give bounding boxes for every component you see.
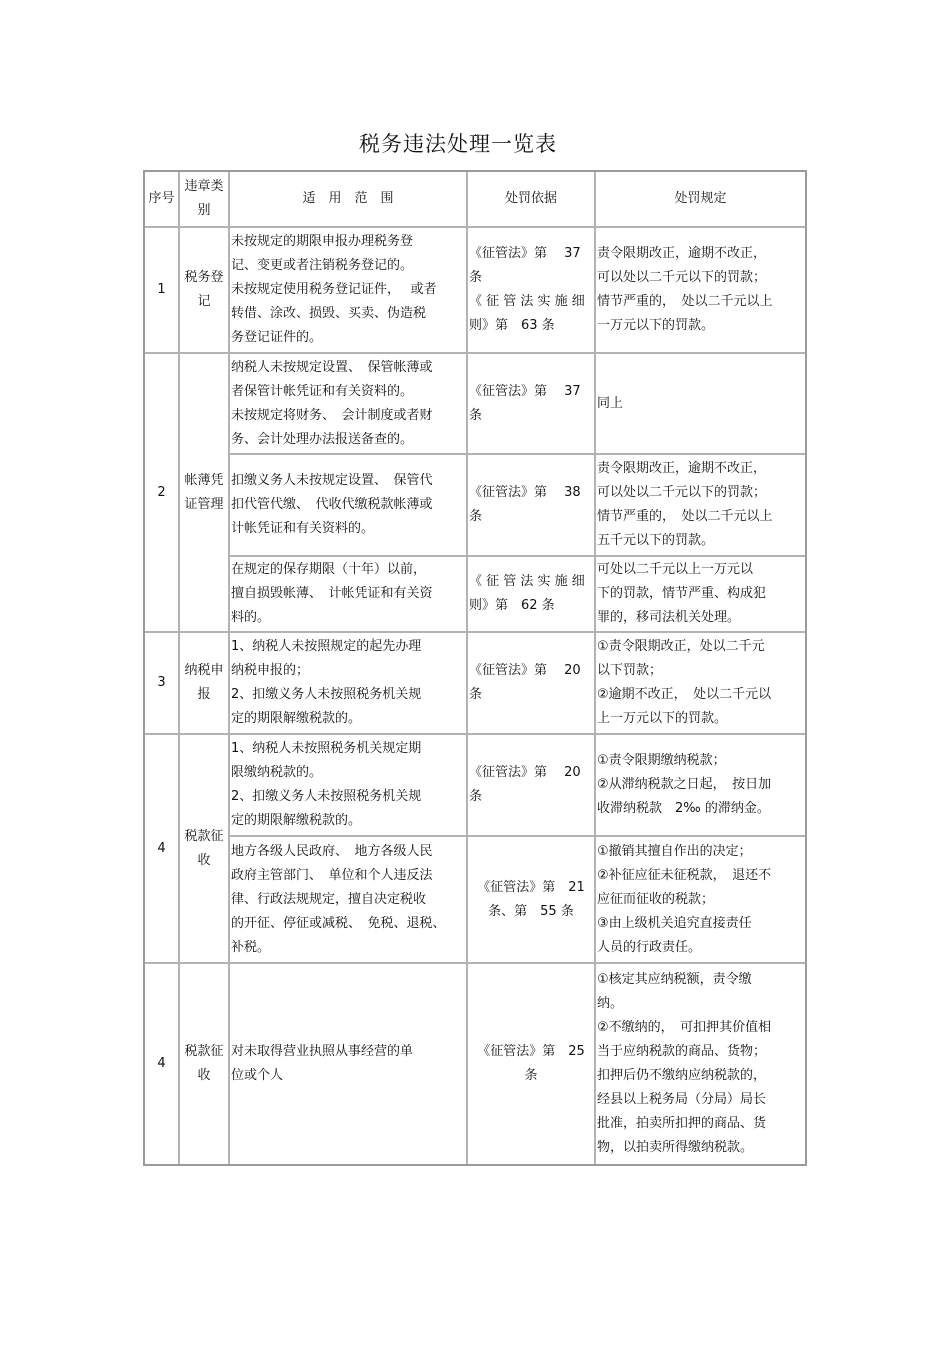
row-rule: ①责令限期缴纳税款； ②从滞纳税款之日起， 按日加 收滞纳税款 2‰ 的滞纳金。 <box>596 735 805 837</box>
row-rule: 同上 <box>596 354 805 455</box>
row-category: 帐薄凭 证管理 <box>180 354 230 633</box>
row-category: 纳税申 报 <box>180 633 230 735</box>
row-scope: 1、纳税人未按照规定的起先办理 纳税申报的； 2、扣缴义务人未按照税务机关规 定的期限解缴税款的。 <box>230 633 468 735</box>
page-title: 税务违法处理一览表 <box>359 132 557 156</box>
table-row <box>145 964 805 1164</box>
table-row <box>145 735 805 837</box>
table-row <box>145 354 805 455</box>
table-row <box>145 633 805 735</box>
row-seq: 2 <box>145 354 180 633</box>
row-basis: 《征管法》第 20 条 <box>468 735 596 837</box>
header-rule: 处罚规定 <box>596 172 805 228</box>
row-scope: 扣缴义务人未按规定设置、 保管代 扣代管代缴、 代收代缴税款帐薄或 计帐凭证和有关资料的。 <box>230 455 468 557</box>
header-basis: 处罚依据 <box>468 172 596 228</box>
row-scope: 纳税人未按规定设置、 保管帐薄或 者保管计帐凭证和有关资料的。 未按规定将财务、 会计制度或者财 务、会计处理办法报送备查的。 <box>230 354 468 455</box>
row-basis: 《征管法》第 37 条 《 征 管 法 实 施 细 则》第 63 条 <box>468 228 596 354</box>
row-seq: 4 <box>145 735 180 964</box>
row-scope: 在规定的保存期限（十年）以前， 擅自损毁帐薄、 计帐凭证和有关资 料的。 <box>230 557 468 633</box>
row-rule: 责令限期改正，逾期不改正， 可以处以二千元以下的罚款； 情节严重的， 处以二千元以上 五千元以下的罚款。 <box>596 455 805 557</box>
tax-violation-table <box>143 170 807 1166</box>
header-row <box>145 172 805 228</box>
table-row <box>145 557 805 633</box>
row-seq: 3 <box>145 633 180 735</box>
row-scope: 地方各级人民政府、 地方各级人民 政府主管部门、 单位和个人违反法 律、行政法规规定，擅自决定税收 的开征、停征或减税、 免税、退税、 补税。 <box>230 837 468 964</box>
row-rule: 可处以二千元以上一万元以 下的罚款，情节严重、构成犯 罪的，移司法机关处理。 <box>596 557 805 633</box>
table-row <box>145 837 805 964</box>
row-scope: 未按规定的期限申报办理税务登 记、变更或者注销税务登记的。 未按规定使用税务登记证件， 或者 转借、涂改、损毁、买卖、伪造税 务登记证件的。 <box>230 228 468 354</box>
table-row <box>145 455 805 557</box>
header-scope: 适 用 范 围 <box>230 172 468 228</box>
row-rule: ①撤销其擅自作出的决定； ②补征应征未征税款， 退还不 应征而征收的税款； ③由上级机关追究直接责任 人员的行政责任。 <box>596 837 805 964</box>
row-seq: 4 <box>145 964 180 1164</box>
row-seq: 1 <box>145 228 180 354</box>
header-seq: 序号 <box>145 172 180 228</box>
row-scope: 1、纳税人未按照税务机关规定期 限缴纳税款的。 2、扣缴义务人未按照税务机关规 定的期限解缴税款的。 <box>230 735 468 837</box>
header-category: 违章类 别 <box>180 172 230 228</box>
table-row <box>145 228 805 354</box>
row-rule: 责令限期改正，逾期不改正， 可以处以二千元以下的罚款； 情节严重的， 处以二千元以上 一万元以下的罚款。 <box>596 228 805 354</box>
row-basis: 《征管法》第 25 条 <box>468 964 596 1164</box>
row-basis: 《征管法》第 21 条、第 55 条 <box>468 837 596 964</box>
row-rule: ①核定其应纳税额，责令缴 纳。 ②不缴纳的， 可扣押其价值相 当于应纳税款的商品、货物； 扣押后仍不缴纳应纳税款的， 经县以上税务局（分局）局长 批准，拍卖所扣押的商品、货 物，以拍卖所得缴纳税款。 <box>597 972 772 1155</box>
row-category: 税务登 记 <box>180 228 230 354</box>
row-category: 税款征 收 <box>180 964 230 1164</box>
row-category: 税款征 收 <box>180 735 230 964</box>
row-basis: 《征管法》第 38 条 <box>468 455 596 557</box>
row-basis: 《 征 管 法 实 施 细 则》第 62 条 <box>468 557 596 633</box>
row-scope: 对未取得营业执照从事经营的单 位或个人 <box>230 964 468 1164</box>
row-basis: 《征管法》第 20 条 <box>468 633 596 735</box>
row-basis: 《征管法》第 37 条 <box>468 354 596 455</box>
row-rule: ①责令限期改正，处以二千元 以下罚款； ②逾期不改正， 处以二千元以 上一万元以下的罚款。 <box>596 633 805 735</box>
